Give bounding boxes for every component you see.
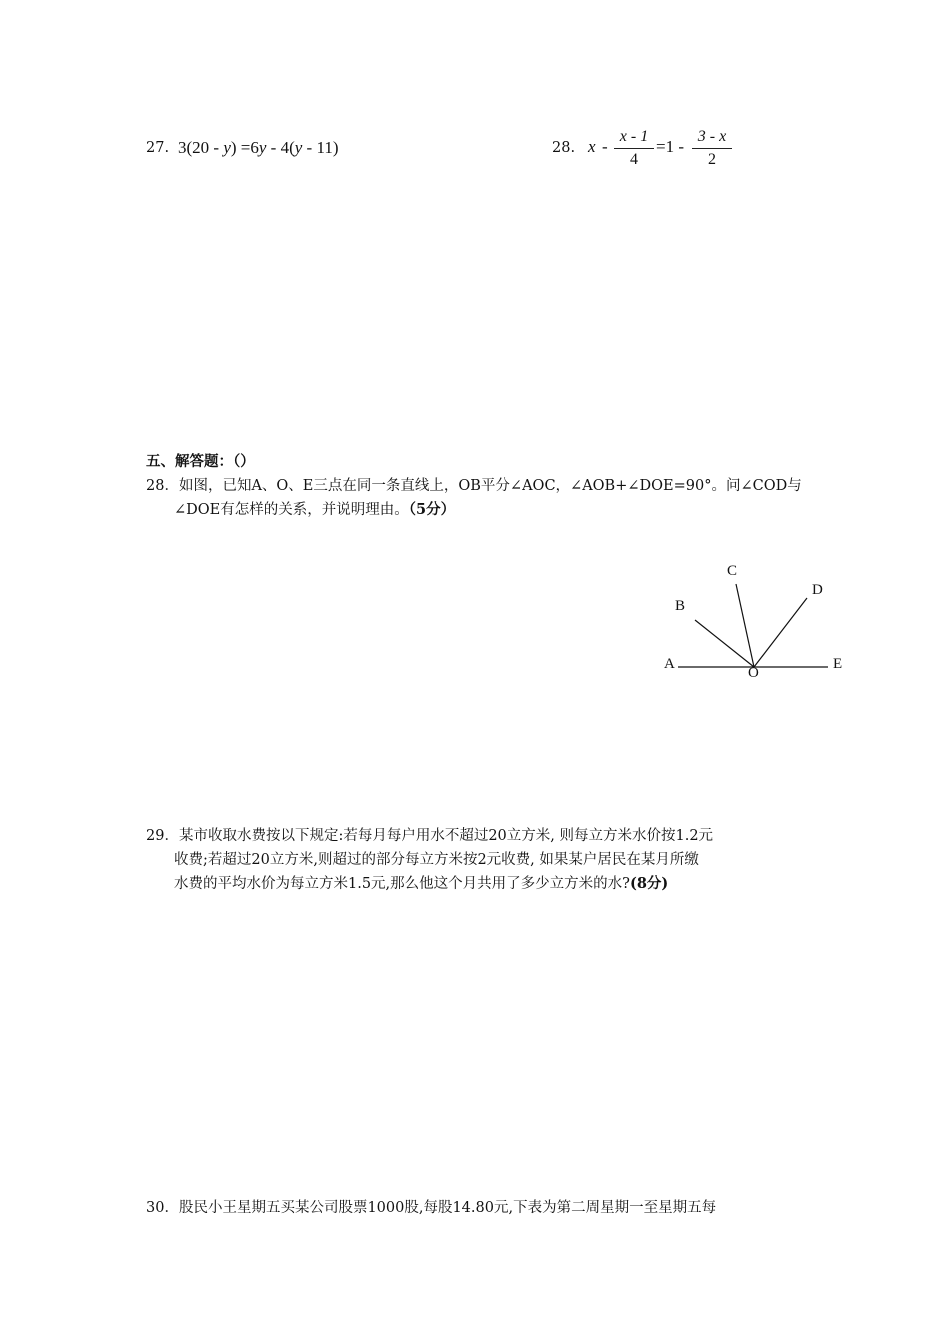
- fraction-numerator: x - 1: [619, 128, 649, 145]
- q27-equation: [178, 136, 339, 160]
- q28eq-x: x: [588, 137, 596, 156]
- q29-line3: [174, 872, 668, 896]
- section-heading: 五、解答题：（）: [146, 453, 255, 470]
- q30-line1: 30．股民小王星期五买某公司股票1000股,每股14.80元,下表为第二周星期一至星期五每: [146, 1200, 717, 1216]
- label-o: O: [748, 665, 759, 681]
- angle-figure: [650, 550, 860, 690]
- label-e: E: [833, 656, 843, 672]
- fraction-denominator: 4: [630, 151, 638, 168]
- fraction-bar: [614, 148, 654, 149]
- q27-eq-mid: ) =6: [230, 138, 259, 157]
- q28eq-equals: =1 -: [656, 137, 684, 156]
- label-a: A: [664, 656, 675, 672]
- q28-line2: [174, 498, 455, 522]
- q29-line1: 29．某市收取水费按以下规定:若每月每户用水不超过20立方米, 则每立方米水价按1.2元: [146, 828, 714, 844]
- q28eq-minus: -: [602, 137, 608, 156]
- label-c: C: [727, 563, 738, 579]
- q27-eq-mid2: - 4(: [266, 138, 295, 157]
- q28-line2-text: ∠DOE有怎样的关系，并说明理由。: [174, 502, 409, 518]
- q29-line3-text: 水费的平均水价为每立方米1.5元,那么他这个月共用了多少立方米的水?: [174, 876, 630, 892]
- q28-line1: 28．如图，已知A、O、E三点在同一条直线上，OB平分∠AOC，∠AOB+∠DOE=90°。问∠COD与: [146, 478, 802, 494]
- q29-line2: 收费;若超过20立方米,则超过的部分每立方米按2元收费, 如果某户居民在某月所缴: [174, 852, 699, 868]
- fraction-numerator: 3 - x: [697, 128, 727, 145]
- q27-eq-var: y: [294, 138, 303, 157]
- q28eq-fraction-1: [614, 127, 654, 170]
- label-b: B: [675, 598, 686, 614]
- label-d: D: [812, 582, 823, 598]
- q27-number: 27.: [146, 140, 170, 156]
- q29-points: (8分): [629, 875, 669, 892]
- q27-eq-var: y: [223, 138, 231, 157]
- q27-eq-right: - 11): [302, 138, 339, 157]
- q28-points: （5分）: [408, 501, 456, 518]
- ray-od: [754, 598, 807, 667]
- q27-eq-left: 3(20 -: [178, 138, 220, 157]
- fraction-denominator: 2: [708, 151, 716, 168]
- fraction-bar: [692, 148, 732, 149]
- q28eq-number: 28.: [552, 140, 576, 156]
- q28eq-fraction-2: [692, 127, 732, 170]
- q27-eq-var: y: [258, 138, 267, 157]
